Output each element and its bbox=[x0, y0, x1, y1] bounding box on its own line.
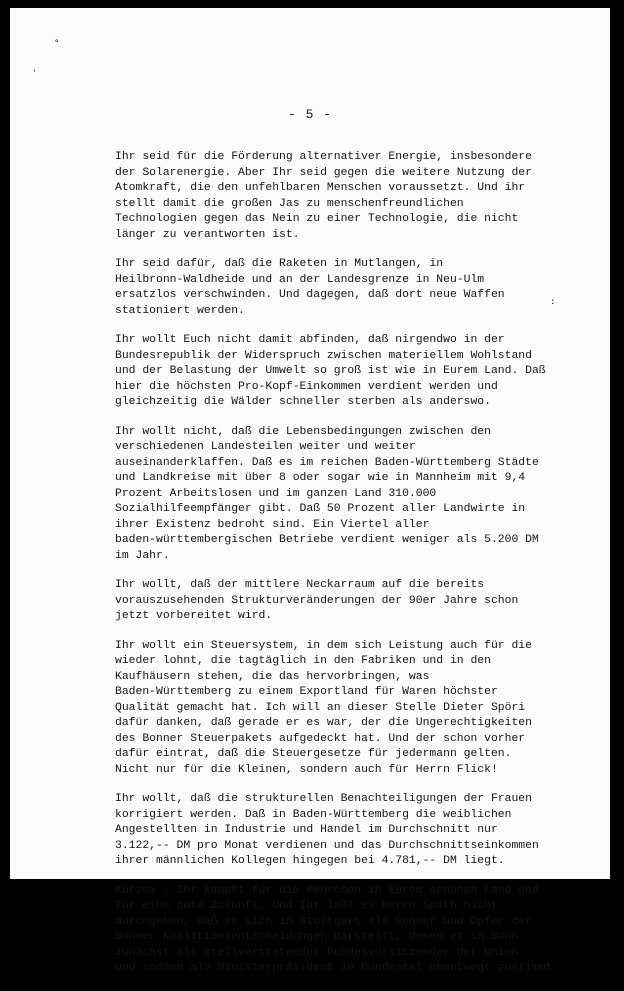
text-line: Angestellten in Industrie und Handel im Durchschnitt nur bbox=[115, 824, 498, 836]
text-line: verschiedenen Landesteilen weiter und weiter bbox=[115, 441, 416, 453]
text-line: Qualität gemacht hat. Ich will an dieser Stelle Dieter Spöri bbox=[115, 701, 526, 714]
text-line: stellt damit die großen Jas zu menschenfreundlichen bbox=[115, 197, 464, 210]
text-line: Ihr wollt nicht, daß die Lebensbedingungen zwischen den bbox=[115, 425, 491, 438]
text-line: der Solarenergie. Aber Ihr seid gegen die weitere Nutzung der bbox=[115, 166, 532, 179]
text-line: Prozent Arbeitslosen und im ganzen Land 310.000 bbox=[115, 487, 437, 500]
text-line: Ihr seid dafür, daß die Raketen in Mutlangen, in bbox=[115, 258, 444, 270]
text-line: 3.122,-- DM pro Monat verdienen und das Durchschnittseinkommen bbox=[115, 839, 539, 852]
text-line: auseinanderklaffen. Daß es im reichen Baden-Württemberg Städte bbox=[115, 456, 539, 469]
paragraph bbox=[115, 792, 575, 870]
text-line: stationiert werden. bbox=[115, 304, 245, 317]
paragraph bbox=[115, 425, 575, 565]
page-number: - 5 - bbox=[287, 107, 332, 122]
text-line: Heilbronn-Waldheide und an der Landesgrenze in Neu-Ulm bbox=[115, 273, 485, 286]
text-line: und der Belastung der Umwelt so groß ist wie in Eurem Land. Daß bbox=[115, 365, 546, 377]
text-line: Baden-Württemberg zu einem Exportland für Waren höchster bbox=[115, 686, 498, 698]
text-line: Bonner Koalitionsentscheidungen darstellt, denen er in Bonn bbox=[115, 931, 519, 943]
text-line: länger zu verantworten ist. bbox=[115, 228, 300, 241]
text-line: Sozialhilfeempfänger gibt. Daß 50 Prozent aller Landwirte in bbox=[115, 503, 526, 515]
text-line: gleichzeitig die Wälder schneller sterben als anderswo. bbox=[115, 396, 491, 408]
text-line: Nicht nur für die Kleinen, sondern auch für Herrn Flick! bbox=[115, 763, 498, 776]
text-line: zunächst als stellvertretender Bundesvorsitzender der Union bbox=[115, 946, 519, 959]
text-line: korrigiert werden. Daß in Baden-Württemberg die weiblichen bbox=[115, 808, 512, 821]
scan-speck: ° bbox=[54, 39, 60, 49]
text-line: dafür eintrat, daß die Steuergesetze für jedermann gelten. bbox=[115, 748, 512, 760]
text-line: und Landkreise mit über 8 oder sogar wie in Mannheim mit 9,4 bbox=[115, 472, 526, 484]
text-line: für eine gute Zukunft. Und Ihr laßt es Herrn Späth nicht bbox=[115, 900, 498, 912]
paragraph bbox=[115, 150, 575, 243]
text-line: Ihr seid für die Förderung alternativer Energie, insbesondere bbox=[115, 151, 532, 163]
text-line: jetzt vorbereitet wird. bbox=[115, 610, 273, 622]
text-line: hier die höchsten Pro-Kopf-Einkommen verdient werden und bbox=[115, 380, 498, 393]
paragraph bbox=[115, 257, 575, 319]
text-line: Bundesrepublik der Widerspruch zwischen materiellem Wohlstand bbox=[115, 349, 532, 362]
text-line: im Jahr. bbox=[115, 549, 170, 562]
text-line: ihrer Existenz bedroht sind. Ein Viertel aller bbox=[115, 518, 430, 531]
scan-speck: : bbox=[550, 297, 556, 307]
paragraph bbox=[115, 578, 575, 625]
scan-speck: ' bbox=[32, 69, 38, 79]
text-line: Atomkraft, die den unfehlbaren Menschen voraussetzt. Und ihr bbox=[115, 182, 526, 194]
text-line: dafür danken, daß gerade er es war, der die Ungerechtigkeiten bbox=[115, 717, 532, 729]
body-text bbox=[115, 150, 575, 991]
text-line: Kurzum - Ihr kämpft für die Menschen in Eurem schönen Land und bbox=[115, 884, 539, 897]
text-line: durchgehen, daß er sich in Stuttgart als Gegner und Opfer der bbox=[115, 915, 532, 928]
text-line: Ihr wollt, daß die strukturellen Benachteiligungen der Frauen bbox=[115, 793, 532, 805]
paragraph bbox=[115, 639, 575, 779]
text-line: und sodann als Ministerpräsident im Bundesrat unentwegt zustimmt. bbox=[115, 962, 560, 974]
text-line: Technologien gegen das Nein zu einer Technologie, die nicht bbox=[115, 213, 519, 225]
text-line: Ihr wollt, daß der mittlere Neckarraum auf die bereits bbox=[115, 579, 485, 591]
paragraph bbox=[115, 333, 575, 411]
text-line: des Bonner Steuerpakets aufgedeckt hat. Und der schon vorher bbox=[115, 732, 526, 745]
text-line: Ihr wollt Euch nicht damit abfinden, daß nirgendwo in der bbox=[115, 334, 505, 346]
document-page bbox=[10, 8, 610, 974]
text-line: ersatzlos verschwinden. Und dagegen, daß dort neue Waffen bbox=[115, 289, 505, 301]
text-line: ihrer männlichen Kollegen hingegen bei 4.781,-- DM liegt. bbox=[115, 855, 505, 867]
paragraph bbox=[115, 884, 575, 977]
text-line: wieder lohnt, die tagtäglich in den Fabriken und in den bbox=[115, 655, 491, 667]
text-line: baden-württembergischen Betriebe verdient weniger als 5.200 DM bbox=[115, 534, 539, 546]
text-line: Ihr wollt ein Steuersystem, in dem sich Leistung auch für die bbox=[115, 639, 532, 652]
text-line: vorauszusehenden Strukturveränderungen der 90er Jahre schon bbox=[115, 594, 519, 607]
text-line: Kaufhäusern stehen, die das hervorbringen, was bbox=[115, 670, 430, 683]
